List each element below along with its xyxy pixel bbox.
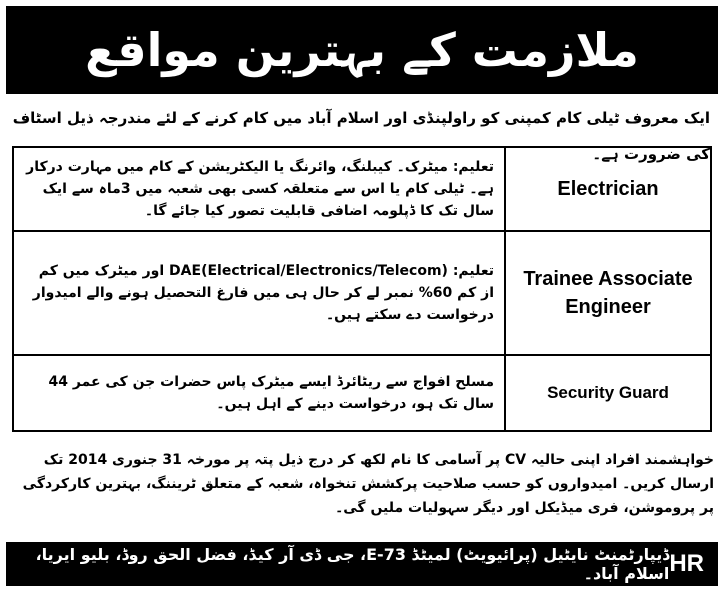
job-title: Security Guard bbox=[505, 355, 711, 431]
job-description: مسلح افواج سے ریٹائرڈ ایسے میٹرک پاس حضرات جن کی عمر 44 سال تک ہو، درخواست دینے کے اہل ہیں۔ bbox=[13, 355, 505, 431]
table-row bbox=[13, 231, 711, 355]
page-title: ملازمت کے بہترین مواقع bbox=[85, 23, 639, 77]
header-banner bbox=[6, 6, 718, 94]
hr-label: HR bbox=[669, 550, 704, 577]
address-bar bbox=[6, 542, 718, 586]
jobs-table bbox=[12, 146, 712, 432]
job-description: تعلیم: میٹرک۔ کیبلنگ، وائرنگ یا الیکٹریشن کے کام میں مہارت درکار ہے۔ ٹیلی کام یا اس سے متعلقہ کسی بھی شعبہ میں 3ماہ سے ایک سال تک کا ڈپلومہ اضافی قابلیت تصور کیا جائے گا۔ bbox=[13, 147, 505, 231]
intro-text: ایک معروف ٹیلی کام کمپنی کو راولپنڈی اور اسلام آباد میں کام کرنے کے لئے مندرجہ ذیل اسٹاف کی ضرورت ہے۔ bbox=[12, 109, 710, 163]
table-row bbox=[13, 147, 711, 231]
job-description: تعلیم: DAE(Electrical/Electronics/Telecom) اور میٹرک میں کم از کم 60% نمبر لے کر حال ہی میں فارغ التحصیل ہونے والے امیدوار درخواست دے سکتے ہیں۔ bbox=[13, 231, 505, 355]
job-title: Electrician bbox=[505, 147, 711, 231]
table-row bbox=[13, 355, 711, 431]
application-instructions: خواہشمند افراد اپنی حالیہ CV پر آسامی کا نام لکھ کر درج ذیل پتہ پر مورخہ 31 جنوری 2014 تک ارسال کریں۔ امیدواروں کو حسب صلاحیت پرکشش تنخواہ، شعبہ کے متعلق ٹریننگ، بہترین کارکردگی پر پروموشن، فری میڈیکل اور دیگر سہولیات ملیں گی۔ bbox=[22, 452, 714, 516]
company-address: ڈیپارٹمنٹ نایٹیل (پرائیویٹ) لمیٹڈ E-73، جی ڈی آر کیڈ، فضل الحق روڈ، بلیو ایریا، اسلام آباد۔ bbox=[35, 545, 670, 583]
job-title: Trainee Associate Engineer bbox=[505, 231, 711, 355]
